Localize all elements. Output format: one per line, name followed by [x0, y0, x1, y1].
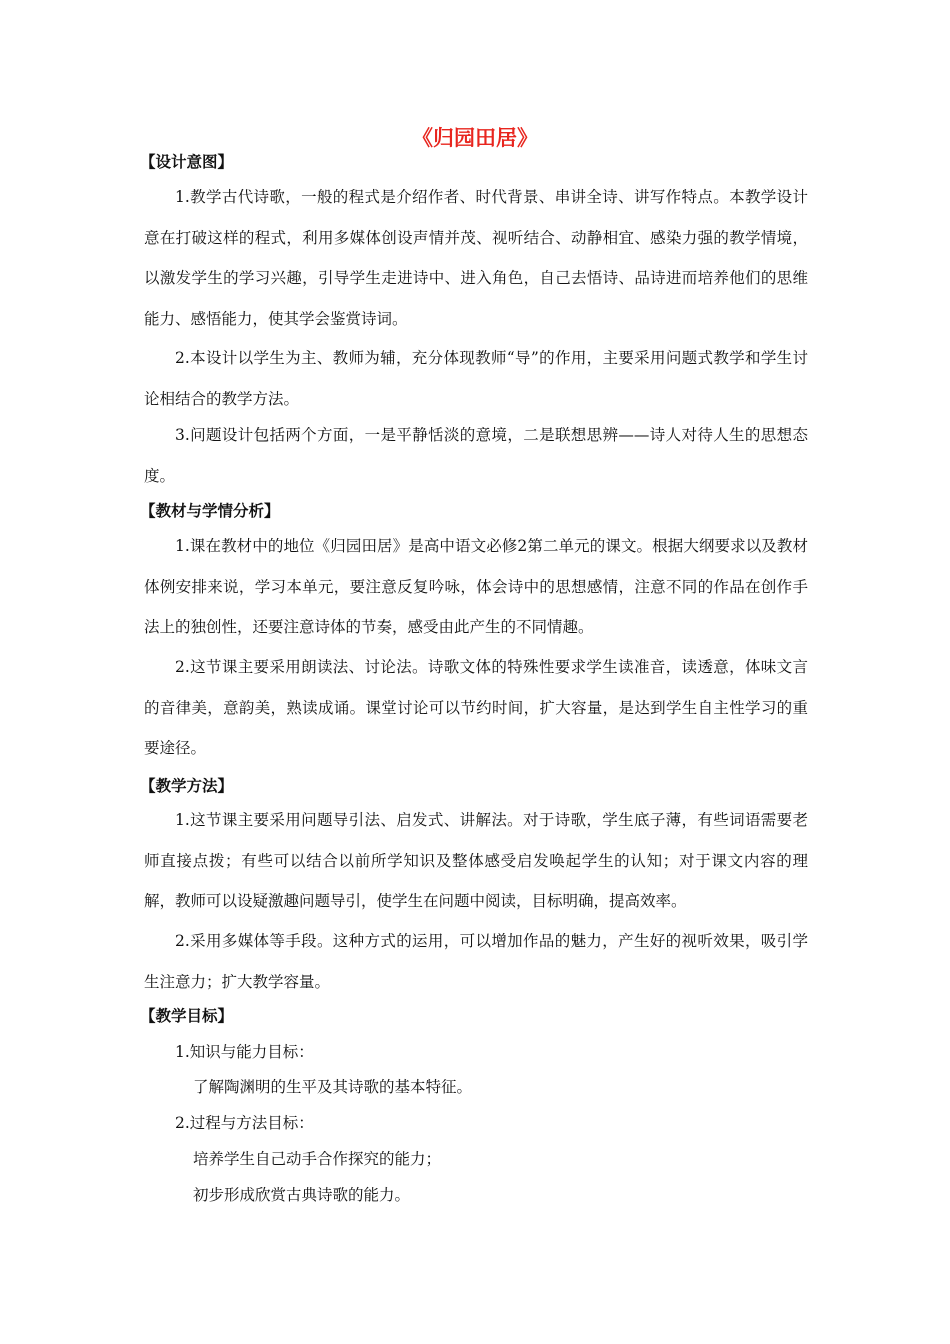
goal-item-2-text-2: 初步形成欣赏古典诗歌的能力。	[193, 1186, 411, 1204]
methods-paragraph-2: 2.采用多媒体等手段。这种方式的运用，可以增加作品的魅力，产生好的视听效果，吸引学生注意力；扩大教学容量。	[144, 932, 808, 991]
goal-item-1-text: 了解陶渊明的生平及其诗歌的基本特征。	[193, 1078, 473, 1096]
heading-teaching-methods: 【教学方法】	[140, 777, 234, 795]
goal-item-2: 2.过程与方法目标：	[175, 1114, 314, 1132]
methods-paragraph-1: 1.这节课主要采用问题导引法、启发式、讲解法。对于诗歌，学生底子薄，有些词语需要老师直接点拨；有些可以结合以前所学知识及整体感受启发唤起学生的认知；对于课文内容的理解，教师可以设疑激趣问题导引，使学生在问题中阅读，目标明确，提高效率。	[144, 811, 808, 910]
analysis-paragraph-2: 2.这节课主要采用朗读法、讨论法。诗歌文体的特殊性要求学生读准音，读透意，体味文言的音律美，意韵美，熟读成诵。课堂讨论可以节约时间，扩大容量，是达到学生自主性学习的重要途径。	[144, 658, 808, 757]
analysis-paragraph-1: 1.课在教材中的地位《归园田居》是高中语文必修2第二单元的课文。根据大纲要求以及教材体例安排来说，学习本单元，要注意反复吟咏，体会诗中的思想感情，注意不同的作品在创作手法上的独创性，还要注意诗体的节奏，感受由此产生的不同情趣。	[144, 537, 808, 636]
document-title: 《归园田居》	[412, 126, 538, 150]
heading-design-intent: 【设计意图】	[140, 153, 234, 171]
design-paragraph-3: 3.问题设计包括两个方面，一是平静恬淡的意境，二是联想思辨——诗人对待人生的思想态度。	[144, 426, 808, 485]
heading-material-analysis: 【教材与学情分析】	[140, 502, 280, 520]
goal-item-2-text-1: 培养学生自己动手合作探究的能力；	[193, 1150, 442, 1168]
design-paragraph-1: 1.教学古代诗歌，一般的程式是介绍作者、时代背景、串讲全诗、讲写作特点。本教学设计意在打破这样的程式，利用多媒体创设声情并茂、视听结合、动静相宜、感染力强的教学情境，以激发学生的学习兴趣，引导学生走进诗中、进入角色，自己去悟诗、品诗进而培养他们的思维能力、感悟能力，使其学会鉴赏诗词。	[144, 188, 808, 328]
goal-item-1: 1.知识与能力目标：	[175, 1043, 314, 1061]
heading-teaching-goals: 【教学目标】	[140, 1007, 234, 1025]
design-paragraph-2: 2.本设计以学生为主、教师为辅，充分体现教师“导”的作用，主要采用问题式教学和学生讨论相结合的教学方法。	[144, 349, 808, 408]
